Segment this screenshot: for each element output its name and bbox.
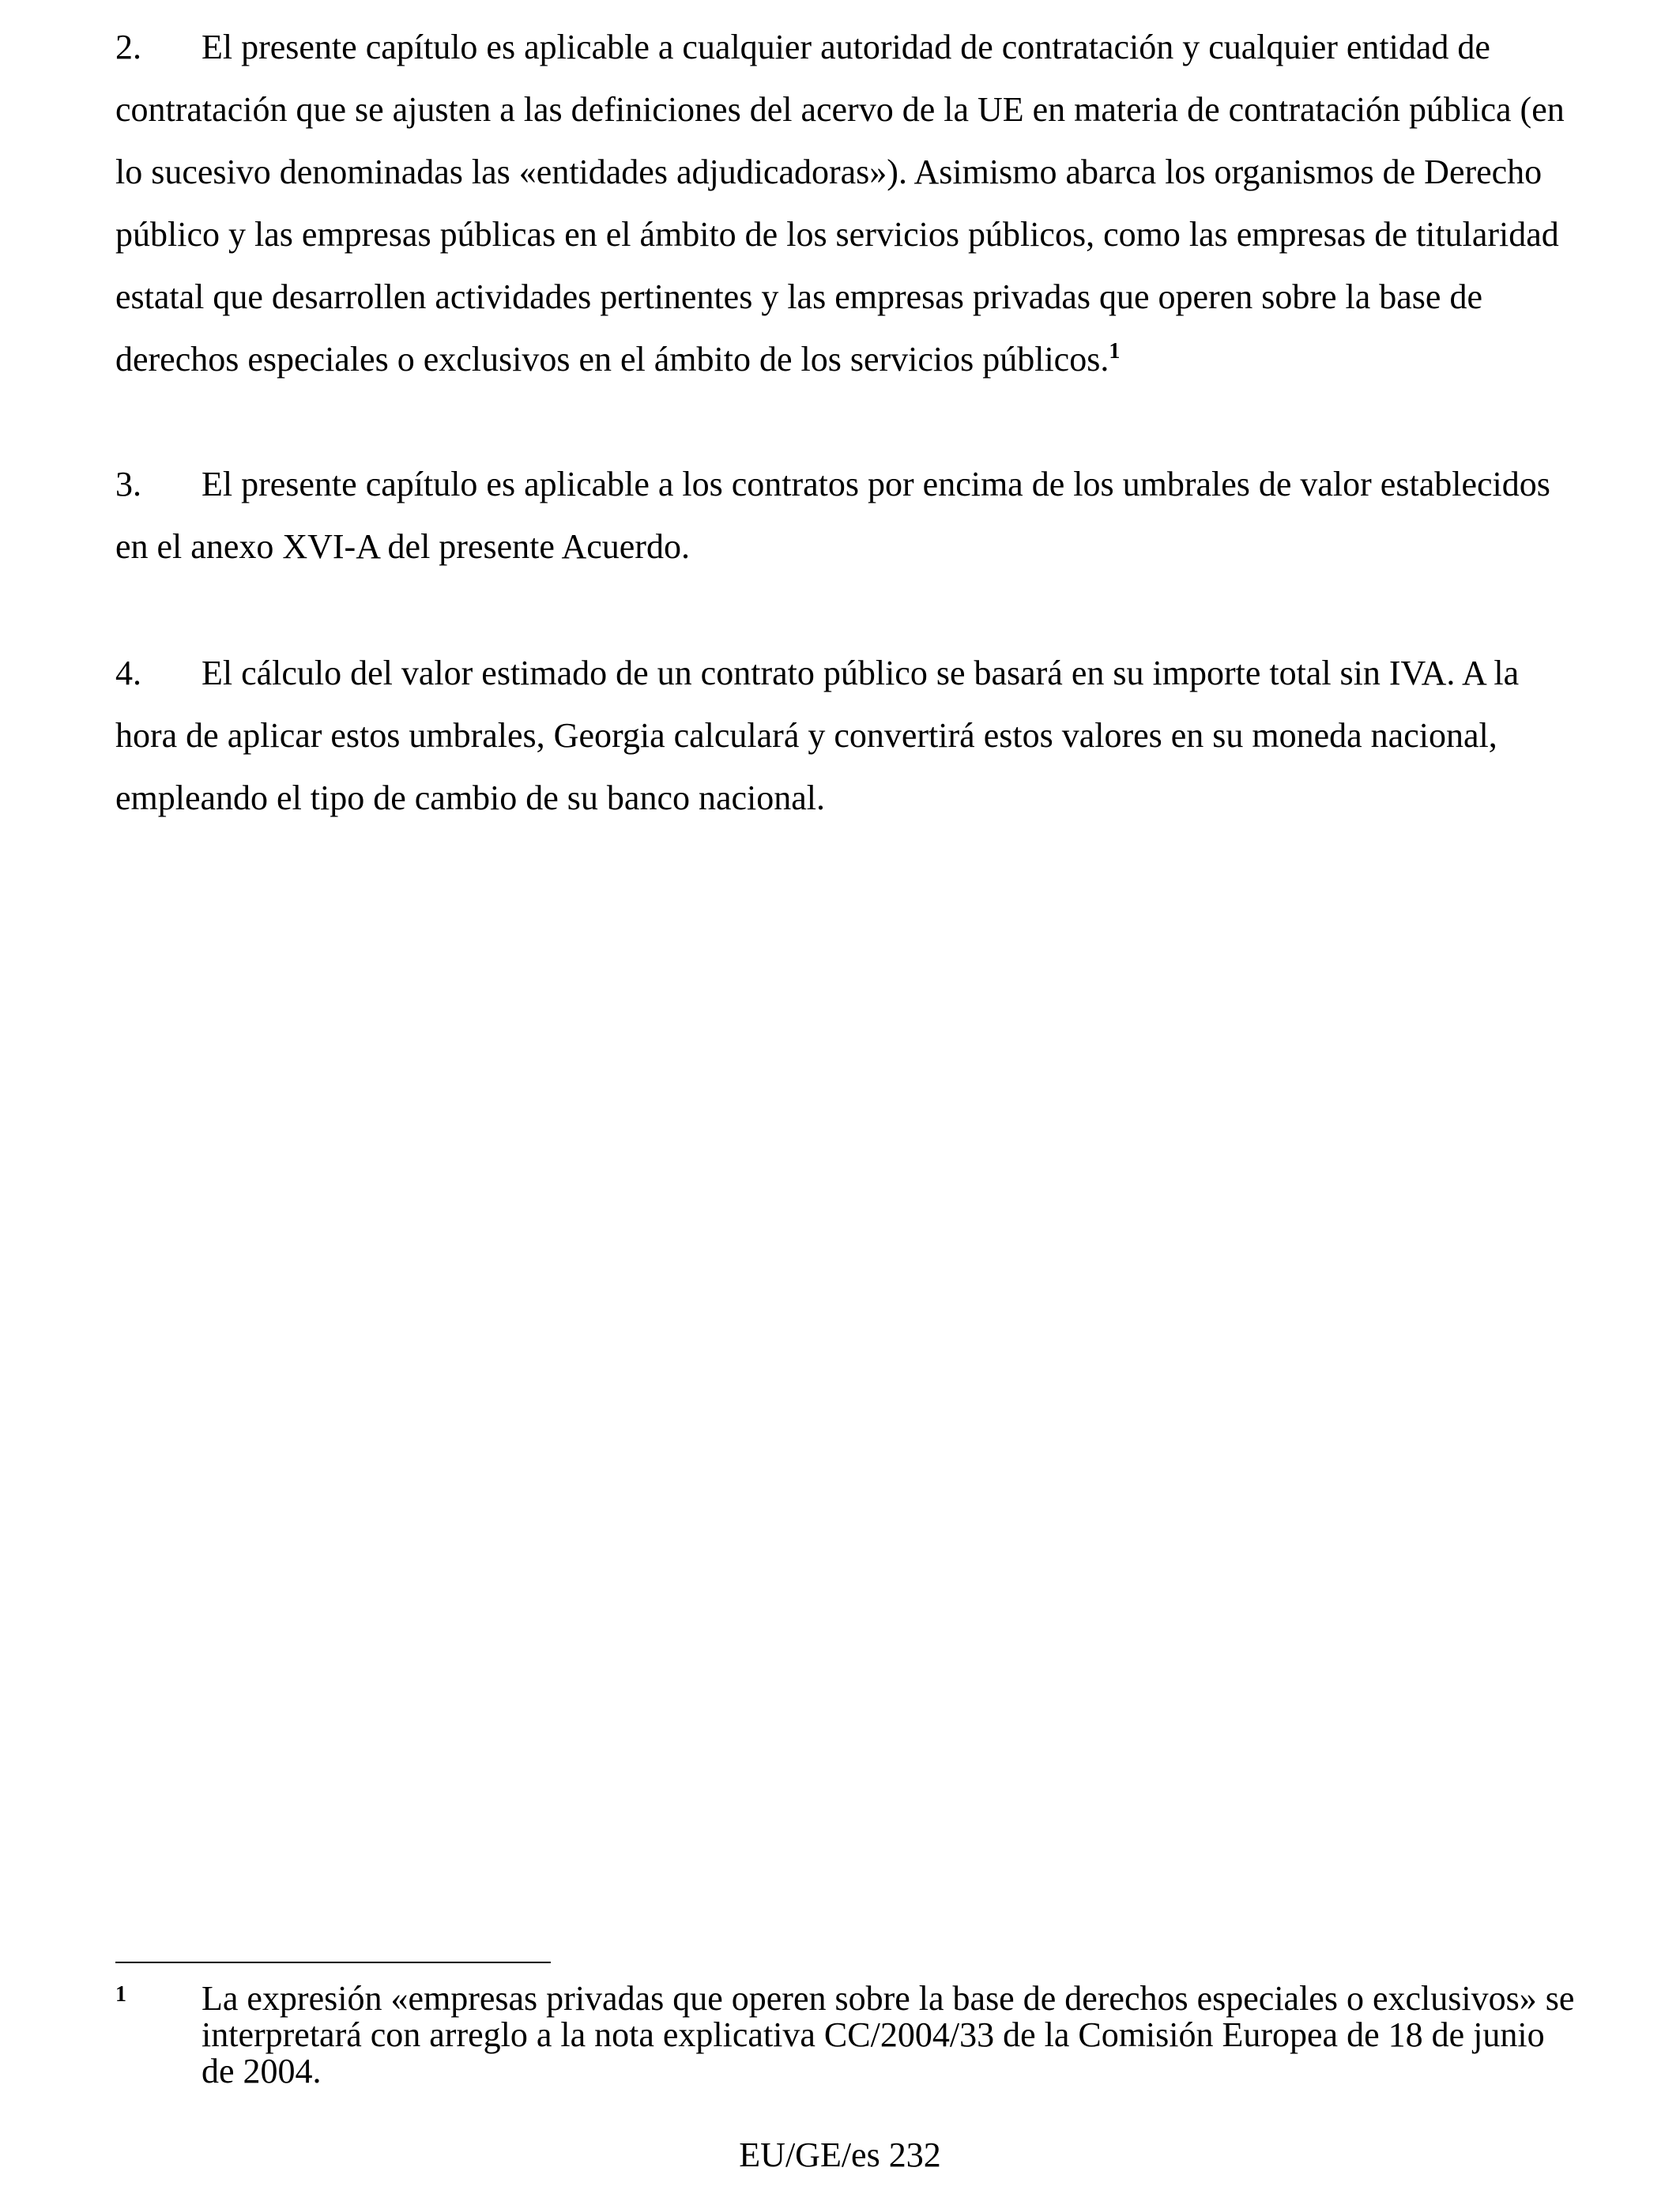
paragraph-number: 3.	[115, 465, 141, 503]
paragraph-4	[115, 642, 1585, 829]
footnote-text: La expresión «empresas privadas que operen sobre la base de derechos especiales o exclusivos» se interpretará con arreglo a la nota explicativa CC/2004/33 de la Comisión Europea de 18 de junio de 2004.	[202, 1979, 1575, 2090]
footnote	[115, 1981, 1585, 2090]
paragraph-2	[115, 16, 1585, 390]
paragraph-text: El presente capítulo es aplicable a los contratos por encima de los umbrales de valor establecidos en el anexo XVI-A del presente Acuerdo.	[115, 465, 1550, 566]
footnote-reference[interactable]: 1	[1109, 339, 1121, 364]
paragraph-number: 2.	[115, 28, 141, 66]
paragraph-3	[115, 453, 1585, 578]
paragraph-text: El presente capítulo es aplicable a cualquier autoridad de contratación y cualquier entidad de contratación que se ajusten a las definiciones del acervo de la UE en materia de contratación pública (en lo sucesivo denominadas las «entidades adjudicadoras»). Asimismo abarca los organismos de Derecho público y las empresas públicas en el ámbito de los servicios públicos, como las empresas de titularidad estatal que desarrollen actividades pertinentes y las empresas privadas que operen sobre la base de derechos especiales o exclusivos en el ámbito de los servicios públicos.	[115, 28, 1565, 379]
page-identifier: EU/GE/es 232	[739, 2136, 941, 2174]
paragraph-number: 4.	[115, 654, 141, 692]
footnote-marker: 1	[115, 1982, 126, 2007]
paragraph-text: El cálculo del valor estimado de un contrato público se basará en su importe total sin IVA. A la hora de aplicar estos umbrales, Georgia calculará y convertirá estos valores en su moneda nacional, empleando el tipo de cambio de su banco nacional.	[115, 654, 1520, 817]
footnote-separator	[115, 1962, 551, 1963]
